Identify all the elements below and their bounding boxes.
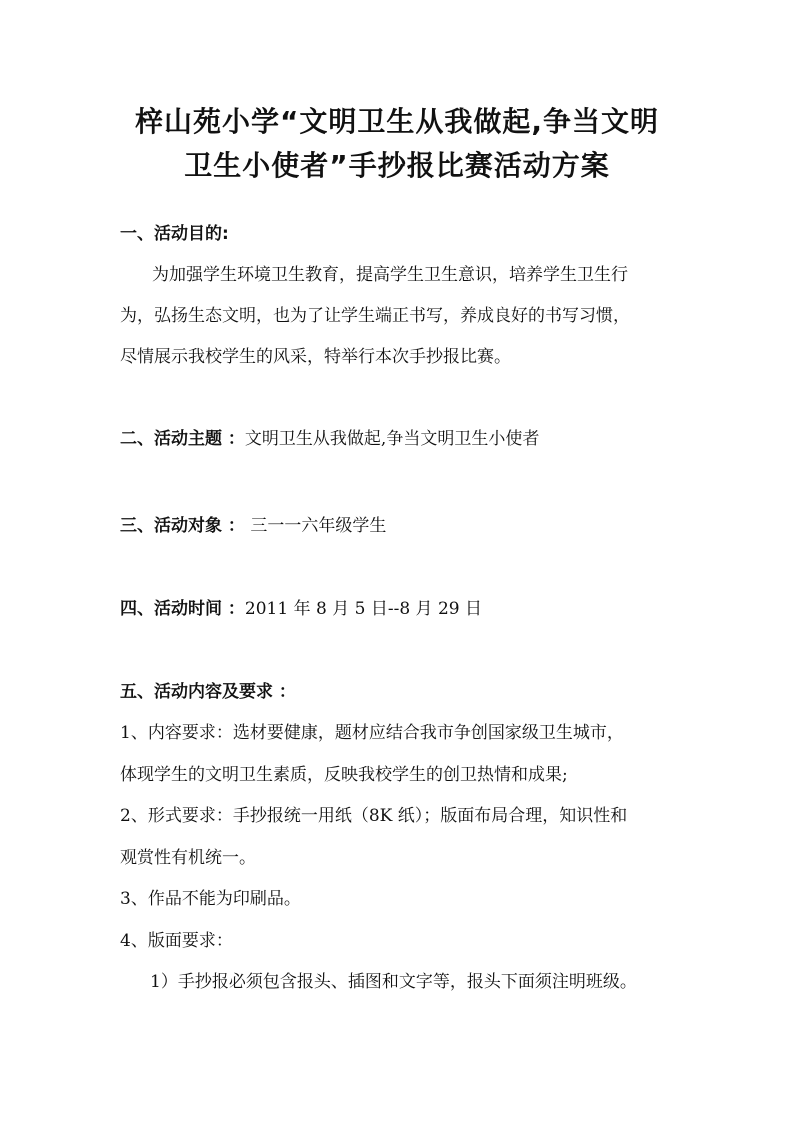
section-content-line: 体现学生的文明卫生素质，反映我校学生的创卫热情和成果; bbox=[120, 765, 568, 785]
section-content-line: 观赏性有机统一。 bbox=[120, 848, 256, 868]
section-purpose-line: 为加强学生环境卫生教育，提高学生卫生意识，培养学生卫生行 bbox=[152, 265, 628, 285]
section-theme-value: 文明卫生从我做起,争当文明卫生小使者 bbox=[244, 429, 540, 449]
section-time-heading: 四、活动时间 ： bbox=[120, 599, 245, 619]
section-content-line: 2、形式要求：手抄报统一用纸（8K 纸）；版面布局合理，知识性和 bbox=[120, 806, 628, 826]
section-purpose-line: 尽情展示我校学生的风采，特举行本次手抄报比赛。 bbox=[120, 347, 511, 367]
section-content-heading: 五、活动内容及要求 ： bbox=[120, 682, 296, 702]
section-target bbox=[120, 514, 386, 538]
section-theme-heading: 二、活动主题 ： bbox=[120, 429, 245, 449]
section-theme bbox=[120, 427, 539, 451]
section-purpose-line: 为，弘扬生态文明，也为了让学生端正书写，养成良好的书写习惯， bbox=[120, 306, 630, 326]
section-content-line: 1、内容要求：选材要健康，题材应结合我市争创国家级卫生城市， bbox=[120, 723, 624, 743]
document-title-line-1: 梓山苑小学“文明卫生从我做起,争当文明 bbox=[134, 105, 660, 138]
section-target-heading: 三、活动对象 ： bbox=[120, 516, 245, 536]
section-target-value: 三一一六年级学生 bbox=[244, 516, 387, 536]
section-time-value: 2011 年 8 月 5 日--8 月 29 日 bbox=[244, 599, 482, 619]
section-time bbox=[120, 597, 482, 621]
section-content-line: 1）手抄报必须包含报头、插图和文字等，报头下面须注明班级。 bbox=[150, 972, 637, 992]
section-purpose-heading: 一、活动目的: bbox=[120, 224, 229, 244]
section-content-line: 4、版面要求： bbox=[120, 931, 233, 951]
document-title-line-2: 卫生小使者”手抄报比赛活动方案 bbox=[184, 149, 610, 182]
section-content-line: 3、作品不能为印刷品。 bbox=[120, 889, 301, 909]
